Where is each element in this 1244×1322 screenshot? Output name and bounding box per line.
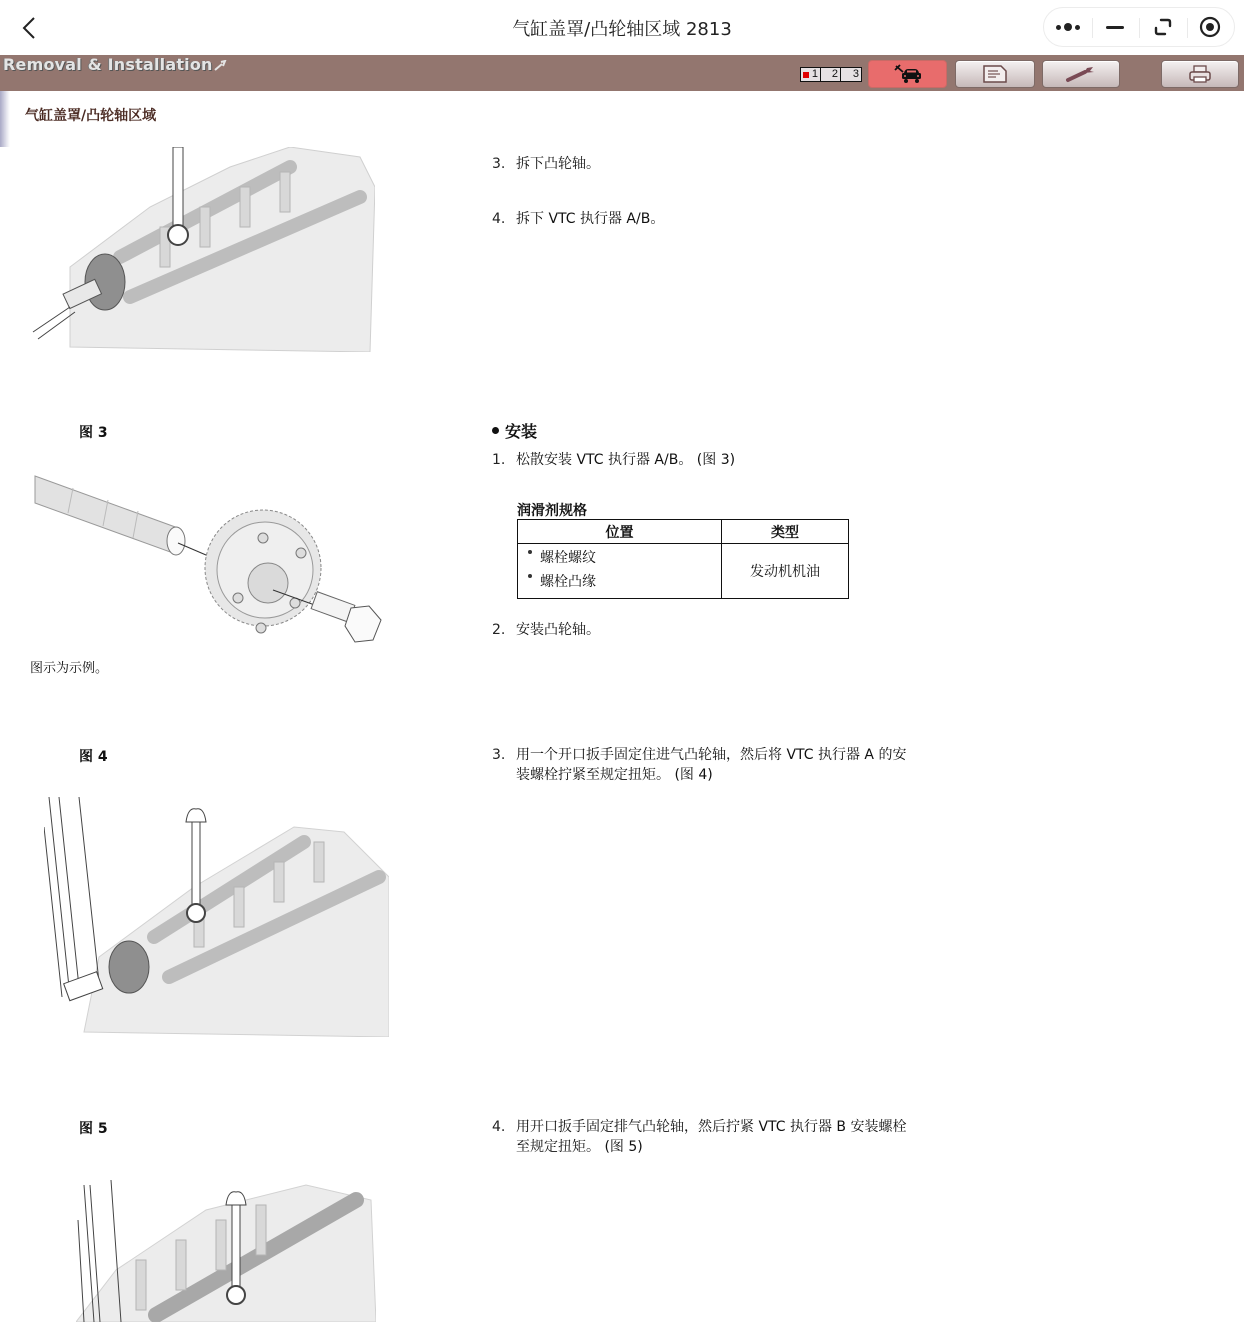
removal-step: 4. 拆下 VTC 执行器 A/B。 bbox=[492, 211, 665, 227]
document-icon bbox=[982, 64, 1008, 84]
install-step: 3. 用一个开口扳手固定住进气凸轮轴，然后将 VTC 执行器 A 的安装螺栓拧紧至规定扭矩。 (图 4) bbox=[492, 747, 907, 783]
bullet-icon bbox=[528, 574, 532, 578]
page-tab-1[interactable]: 1 bbox=[801, 68, 821, 81]
printer-icon bbox=[1187, 64, 1213, 84]
column-header-position: 位置 bbox=[518, 520, 722, 544]
engine-wrench-illustration bbox=[44, 797, 389, 1037]
header-title: Removal & Installation bbox=[3, 55, 227, 74]
wrench-icon bbox=[1065, 64, 1097, 84]
figure-4-label: 图 4 bbox=[79, 749, 108, 765]
restore-icon bbox=[1153, 17, 1173, 37]
window-title: 气缸盖罩/凸轮轴区域 2813 bbox=[512, 19, 732, 40]
engine-removal-figure bbox=[30, 147, 375, 352]
removal-step: 3. 拆下凸轮轴。 bbox=[492, 156, 600, 172]
page-tab-3[interactable]: 3 bbox=[852, 68, 859, 80]
close-button[interactable] bbox=[1187, 8, 1235, 46]
vehicle-service-icon bbox=[893, 64, 923, 84]
minimize-button[interactable] bbox=[1092, 8, 1140, 46]
position-cell: 螺栓螺纹 螺栓凸缘 bbox=[518, 544, 722, 599]
document-button[interactable] bbox=[955, 60, 1035, 88]
figure-3-label: 图 3 bbox=[79, 425, 108, 441]
bullet-icon bbox=[528, 550, 532, 554]
figure-4-image bbox=[44, 797, 389, 1037]
header-band bbox=[0, 55, 1244, 91]
minimize-icon bbox=[1106, 26, 1124, 29]
section-accent-bar bbox=[0, 91, 10, 147]
lubricant-spec-table bbox=[517, 519, 849, 599]
current-page-marker bbox=[803, 72, 809, 78]
figure-3-image bbox=[33, 468, 388, 648]
wrench-mini-icon bbox=[213, 60, 227, 72]
restore-button[interactable] bbox=[1139, 8, 1187, 46]
close-target-icon bbox=[1199, 16, 1221, 38]
more-button[interactable] bbox=[1044, 8, 1092, 46]
figure-3-caption: 图示为示例。 bbox=[30, 661, 109, 676]
window-titlebar bbox=[0, 0, 1244, 55]
engine-illustration bbox=[30, 147, 375, 352]
install-heading: 安装 bbox=[492, 419, 537, 442]
table-row bbox=[518, 544, 849, 599]
install-step: 2. 安装凸轮轴。 bbox=[492, 622, 600, 638]
print-button[interactable] bbox=[1161, 60, 1239, 88]
bullet-icon bbox=[492, 427, 499, 434]
figure-5-image bbox=[76, 1180, 376, 1322]
vehicle-service-button[interactable] bbox=[868, 60, 947, 88]
window-controls-capsule bbox=[1043, 7, 1235, 47]
column-header-type: 类型 bbox=[722, 520, 849, 544]
figure-5-label: 图 5 bbox=[79, 1121, 108, 1137]
type-cell: 发动机机油 bbox=[722, 544, 849, 599]
page-tabs bbox=[800, 67, 862, 82]
page-tab-2[interactable]: 2 bbox=[821, 68, 841, 81]
vtc-actuator-exploded-illustration bbox=[33, 468, 388, 648]
more-icon bbox=[1056, 23, 1080, 31]
engine-exhaust-wrench-illustration bbox=[76, 1180, 376, 1322]
install-step: 4. 用开口扳手固定排气凸轮轴，然后拧紧 VTC 执行器 B 安装螺栓至规定扭矩。 (图 5) bbox=[492, 1119, 907, 1155]
section-title: 气缸盖罩/凸轮轴区域 bbox=[25, 108, 157, 124]
tools-button[interactable] bbox=[1042, 60, 1120, 88]
install-step: 1. 松散安装 VTC 执行器 A/B。 (图 3) bbox=[492, 452, 736, 468]
section-header bbox=[0, 91, 1244, 147]
lubricant-spec-title: 润滑剂规格 bbox=[517, 503, 587, 519]
